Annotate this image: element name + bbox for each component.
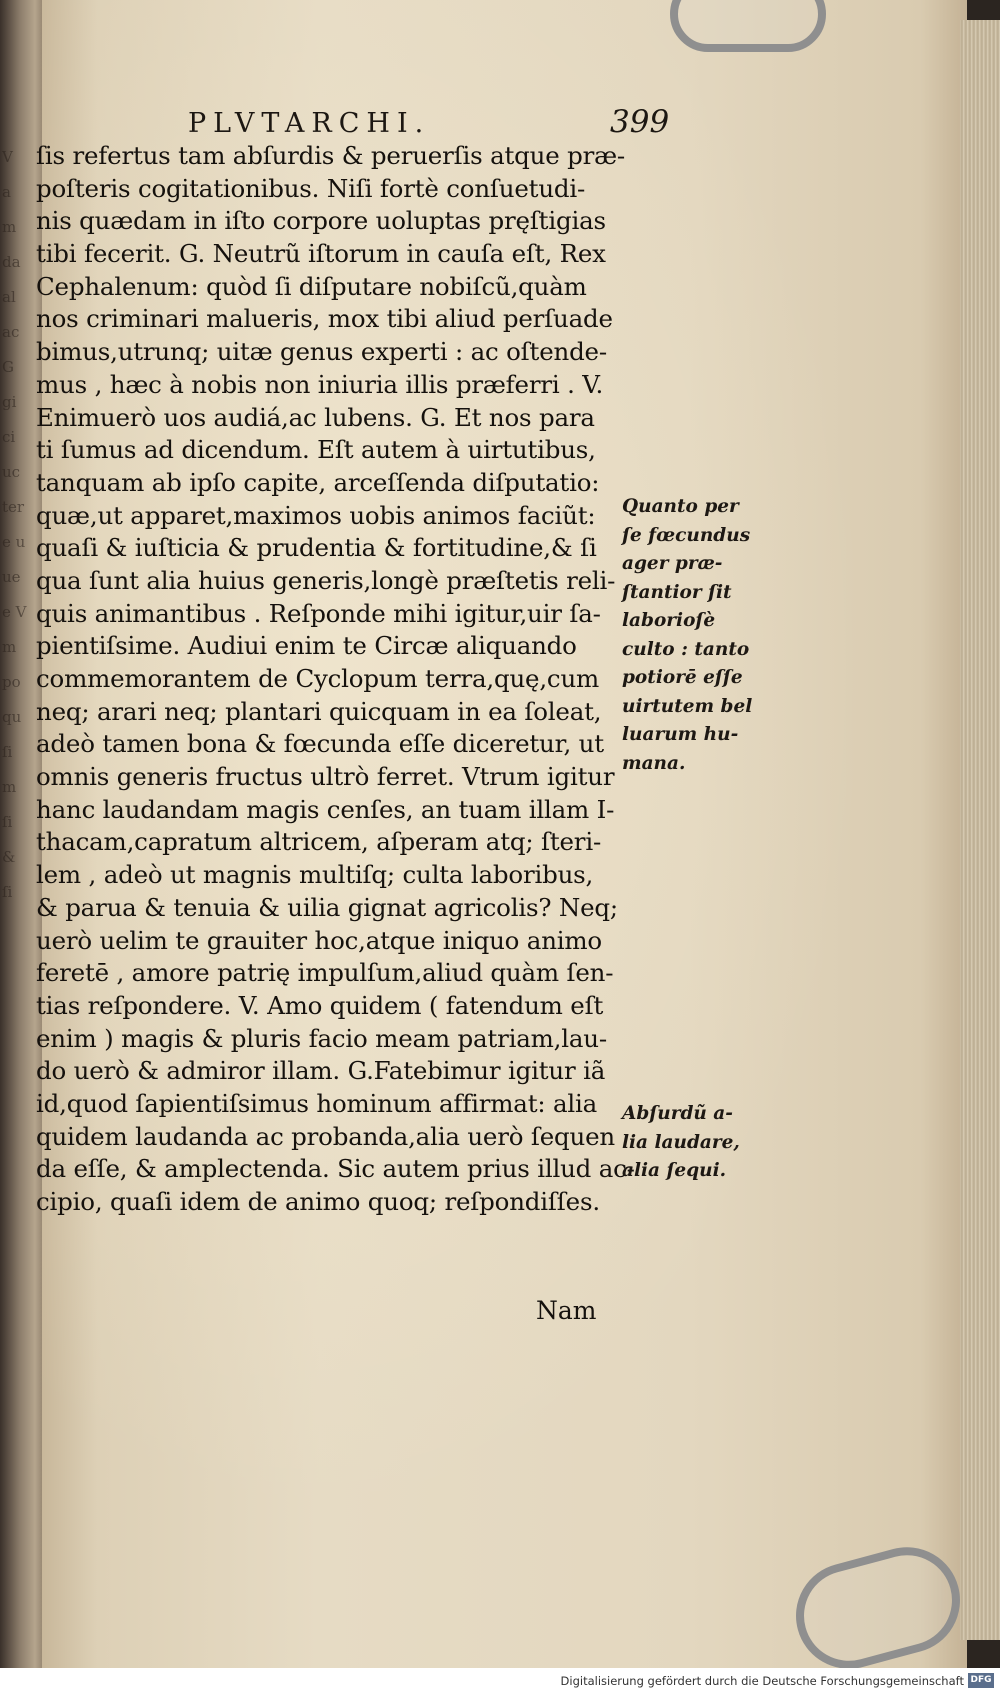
previous-page-fragment: & <box>2 848 16 866</box>
text-line: do uerò & admiror illam. G.Fatebimur igitur iã <box>36 1056 606 1086</box>
text-line: poſteris cogitationibus. Niſi fortè conſuetudi- <box>36 173 586 203</box>
text-line: id,quod ſapientiſsimus hominum affirmat: alia <box>36 1088 598 1118</box>
text-line: ſis refertus tam abſurdis & peruerſis atque præ- <box>36 141 625 170</box>
previous-page-fragment: qu <box>2 708 22 726</box>
digitization-footer <box>0 1668 1000 1696</box>
book-page <box>36 0 967 1668</box>
text-line: quaſi & iuſticia & prudentia & fortitudine,& ſi <box>36 533 597 563</box>
text-line: omnis generis fructus ultrò ferret. Vtrum igitur <box>36 762 615 792</box>
text-line: cipio, quaſi idem de animo quoq; reſpondiſſes. <box>36 1187 600 1216</box>
text-line: nos criminari malueris, mox tibi aliud perſuade <box>36 304 613 334</box>
previous-page-fragment: ter <box>2 498 25 516</box>
text-line: uerò uelim te grauiter hoc,atque iniquo animo <box>36 925 602 955</box>
text-line: neq; arari neq; plantari quicquam in ea ſoleat, <box>36 696 602 726</box>
previous-page-fragment: V <box>2 148 13 166</box>
funding-credit: Digitalisierung gefördert durch die Deutsche Forschungsgemeinschaft <box>560 1674 964 1688</box>
body-text <box>36 140 636 1219</box>
text-line: qua ſunt alia huius generis,longè præſtetis reli- <box>36 565 616 595</box>
dfg-logo-icon: DFG <box>968 1673 994 1688</box>
page-number: 399 <box>610 104 670 140</box>
previous-page-fragment: ci <box>2 428 16 446</box>
previous-page-fragment: e V <box>2 603 27 621</box>
marginal-note <box>622 1100 752 1186</box>
previous-page-fragment: po <box>2 673 21 691</box>
marginal-note-line: ager præ- <box>622 553 723 574</box>
marginal-note-line: lia laudare, <box>622 1131 740 1153</box>
previous-page-fragment: ſi <box>2 813 13 831</box>
previous-page-fragment: da <box>2 253 21 271</box>
marginal-note-line: ſe fœcundus <box>622 524 751 546</box>
text-line: mus , hæc à nobis non iniuria illis præferri . V. <box>36 369 604 399</box>
text-line: hanc laudandam magis cenſes, an tuam illam I- <box>36 794 615 824</box>
marginal-note-line: luarum hu- <box>622 724 739 745</box>
text-line: tias reſpondere. V. Amo quidem ( fatendum eſt <box>36 990 604 1020</box>
previous-page-fragment: ue <box>2 568 21 586</box>
previous-page-fragment: G <box>2 358 14 376</box>
text-line: feretē , amore patrię impulſum,aliud quàm ſen- <box>36 958 614 988</box>
text-line: ti ſumus ad dicendum. Eſt autem à uirtutibus, <box>36 435 596 465</box>
marginal-note-line: Abſurdũ a- <box>622 1103 733 1124</box>
text-line: quis animantibus . Reſponde mihi igitur,uir ſa- <box>36 598 601 628</box>
previous-page-fragment: e u <box>2 533 26 551</box>
text-line: enim ) magis & pluris facio meam patriam,lau- <box>36 1023 607 1053</box>
marginal-note-line: mana. <box>622 752 686 774</box>
paper-clip-icon <box>670 0 826 52</box>
previous-page-fragment: m <box>2 218 17 236</box>
text-line: pientiſsime. Audiui enim te Circæ aliquando <box>36 631 577 661</box>
text-line: Cephalenum: quòd ſi diſputare nobiſcũ,quàm <box>36 271 587 301</box>
previous-page-fragment: ſi <box>2 743 13 761</box>
marginal-note <box>622 493 752 778</box>
text-line: quidem laudanda ac probanda,alia uerò ſequen <box>36 1121 615 1151</box>
text-line: commemorantem de Cyclopum terra,quę,cum <box>36 664 600 693</box>
text-line: adeò tamen bona & fœcunda eſſe diceretur, ut <box>36 729 604 759</box>
text-line: tanquam ab ipſo capite, arceſſenda diſputatio: <box>36 467 600 497</box>
text-line: lem , adeò ut magnis multiſq; culta laboribus, <box>36 860 594 890</box>
text-line: quæ,ut apparet,maximos uobis animos faciũt: <box>36 500 596 530</box>
marginal-note-line: uirtutem bel <box>622 695 753 717</box>
text-line: & parua & tenuia & uilia gignat agricolis? Neq; <box>36 892 618 922</box>
previous-page-fragment: uc <box>2 463 21 481</box>
book-fore-edge <box>960 20 1000 1640</box>
marginal-note-line: ſtantior ſit <box>622 581 732 603</box>
marginal-note-line: potiorē eſſe <box>622 667 743 688</box>
previous-page-fragment: gi <box>2 393 17 411</box>
text-line: da eſſe, & amplectenda. Sic autem prius illud ac- <box>36 1154 635 1184</box>
previous-page-fragment: m <box>2 778 17 796</box>
previous-page-fragment: m <box>2 638 17 656</box>
text-line: Enimuerò uos audiá,ac lubens. G. Et nos para <box>36 402 595 432</box>
marginal-note-line: Quanto per <box>622 496 739 517</box>
text-line: thacam,capratum altricem, aſperam atq; ſteri- <box>36 827 602 857</box>
previous-page-fragment: ac <box>2 323 20 341</box>
text-line: tibi fecerit. G. Neutrũ iſtorum in cauſa eſt, Rex <box>36 239 606 269</box>
text-line: bimus,utrunq; uitæ genus experti : ac oſtende- <box>36 337 607 367</box>
marginal-note-line: alia ſequi. <box>622 1160 727 1181</box>
catchword: Nam <box>536 1296 597 1325</box>
previous-page-fragment: al <box>2 288 16 306</box>
previous-page-fragment: ſi <box>2 883 13 901</box>
text-line: nis quædam in iſto corpore uoluptas pręſtigias <box>36 206 606 236</box>
running-head-title: PLVTARCHI. <box>188 108 431 139</box>
marginal-note-line: laborioſè <box>622 610 716 631</box>
previous-page-fragment: a <box>2 183 11 201</box>
marginal-note-line: culto : tanto <box>622 638 750 660</box>
